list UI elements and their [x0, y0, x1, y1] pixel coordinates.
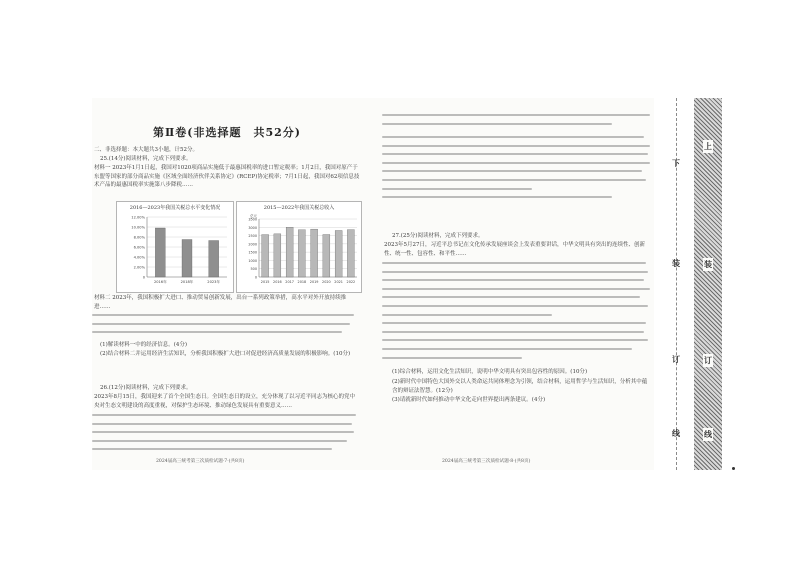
- y-tick-label: 3500: [248, 217, 257, 222]
- tariff-revenue-plot: [237, 211, 361, 291]
- y-tick-label: 500: [250, 267, 257, 272]
- q27-ask3: (3)请就新时代如何推动中华文化走向世界提出两条建议。(4分): [392, 397, 546, 403]
- bar: [209, 241, 219, 278]
- binding-char-ding-2: 订: [704, 355, 712, 365]
- tariff-level-chart: [116, 201, 234, 293]
- x-tick-label: 2021: [334, 280, 343, 284]
- binding-char-ding: 订: [672, 354, 680, 364]
- page-mark-dot: [732, 467, 735, 470]
- left-page: [92, 98, 362, 470]
- bar: [323, 235, 330, 277]
- bar: [298, 230, 305, 277]
- binding-char-zhuang-2: 装: [704, 259, 712, 269]
- tariff-revenue-chart: [236, 201, 362, 293]
- q26-body: 2023年8月15日，我国迎来了首个全国生态日。全国生态日的设立，充分体现了以习近平同志为核心的党中央对生态文明建设的高度重视，对保护生态环境、推动绿色发展具有重要意义……: [94, 394, 355, 409]
- binding-hatch-strip: [694, 98, 722, 470]
- left-page-footer: 2024届高三统考第三次质检试题·7·(共8页): [156, 459, 245, 464]
- q26-paragraph2-lines: [382, 136, 652, 205]
- x-tick-label: 2018年: [180, 280, 194, 284]
- right-page: [382, 98, 652, 470]
- q27-ask2: (2)新时代中国特色大国外交以人类命运共同体理念为引领，结合材料，运用哲学与生活知识，分析其中蕴含的辩证法智慧。(12分): [392, 379, 648, 394]
- bar: [274, 234, 281, 277]
- y-tick-label: 2.00%: [133, 265, 145, 270]
- q25-ask2: (2)结合材料二并运用经济生活知识，分析我国积极扩大进口对促进经济高质量发展的积极影响。(10分): [100, 351, 351, 357]
- y-tick-label: 4.00%: [133, 255, 145, 260]
- x-tick-label: 2023年: [207, 280, 221, 284]
- q25-material2-lines: [92, 314, 356, 340]
- x-tick-label: 2019: [309, 280, 319, 284]
- y-axis-label: 亿元: [250, 214, 257, 218]
- q27-head: 27.(25分)阅读材料，完成下列要求。: [392, 233, 484, 239]
- binding-margin: [658, 98, 730, 470]
- bar: [262, 235, 269, 277]
- tariff-level-title: 2016—2023年我国关税总水平变化情况: [129, 205, 221, 211]
- binding-char-xian-2: 线: [704, 429, 712, 439]
- y-tick-label: 0: [142, 275, 145, 280]
- y-tick-label: 12.00%: [131, 215, 145, 220]
- x-tick-label: 2016: [273, 280, 282, 284]
- q25-head: 25.(14分)阅读材料，完成下列要求。: [100, 156, 192, 162]
- bar: [155, 228, 165, 277]
- q27-body-lines: [382, 262, 652, 365]
- q26-continued-lines: [382, 114, 652, 131]
- x-tick-label: 2015: [260, 280, 270, 284]
- tariff-level-plot: [117, 211, 233, 291]
- q27-ask1: (1)综合材料，运用文化生活知识，说明中华文明具有突出包容性的原因。(10分): [392, 369, 588, 375]
- q25-material1: 材料一 2023年1月1日起，我国对1020项商品实施低于最惠国税率的进口暂定税率；1月2日，我国对原产于东盟等国家的部分商品实施《区域全面经济伙伴关系协定》(RCEP)协定税率；7月1日起，我国对62项信息技术产品的最惠国税率实施第八步降税……: [94, 165, 360, 189]
- x-tick-label: 2022: [346, 280, 356, 284]
- binding-char-xian: 线: [672, 428, 680, 438]
- x-tick-label: 2020: [322, 280, 331, 284]
- q25-ask1: (1)解读材料一中的经济信息。(4分): [100, 342, 188, 348]
- exam-sheet: [92, 98, 654, 470]
- y-tick-label: 1500: [248, 250, 257, 255]
- bar: [335, 231, 342, 277]
- bar: [182, 240, 192, 278]
- y-tick-label: 3000: [248, 225, 257, 230]
- q26-body-lines: [92, 414, 356, 457]
- section-subtitle: 二、非选择题：本大题共3小题，计52分。: [94, 147, 198, 153]
- q25-figures: [116, 201, 360, 291]
- bar: [311, 229, 318, 277]
- x-tick-label: 2018: [297, 280, 307, 284]
- section-title: 第Ⅱ卷(非选择题 共52分): [153, 126, 301, 139]
- y-tick-label: 2000: [248, 242, 257, 247]
- binding-char-zhuang: 装: [672, 258, 680, 268]
- x-tick-label: 2017: [285, 280, 294, 284]
- right-page-footer: 2024届高三统考第三次质检试题·8·(共8页): [442, 459, 531, 464]
- q26-head: 26.(12分)阅读材料，完成下列要求。: [100, 385, 192, 391]
- q25-material2: 材料二 2023年，我国积极扩大进口、推动贸易创新发展，出台一系列政策举措，高水平对外开放持续推进……: [94, 295, 347, 310]
- y-tick-label: 6.00%: [133, 245, 145, 250]
- y-tick-label: 8.00%: [133, 235, 145, 240]
- x-tick-label: 2016年: [153, 280, 167, 284]
- tariff-revenue-title: 2015—2022年我国关税总收入: [263, 205, 335, 211]
- binding-dashed-line: [676, 98, 677, 470]
- y-tick-label: 2500: [248, 234, 257, 239]
- bar: [286, 227, 293, 277]
- binding-char-shang: 上: [704, 141, 712, 151]
- binding-char-xia: 下: [672, 158, 680, 168]
- y-tick-label: 1000: [248, 258, 257, 263]
- y-tick-label: 0: [254, 275, 257, 280]
- y-tick-label: 10.00%: [131, 225, 145, 230]
- q27-body: 2023年5月27日，习近平总书记在文化传承发展座谈会上发表重要讲话，中华文明具有突出的连续性、创新性、统一性、包容性、和平性……: [384, 242, 645, 257]
- bar: [347, 230, 354, 277]
